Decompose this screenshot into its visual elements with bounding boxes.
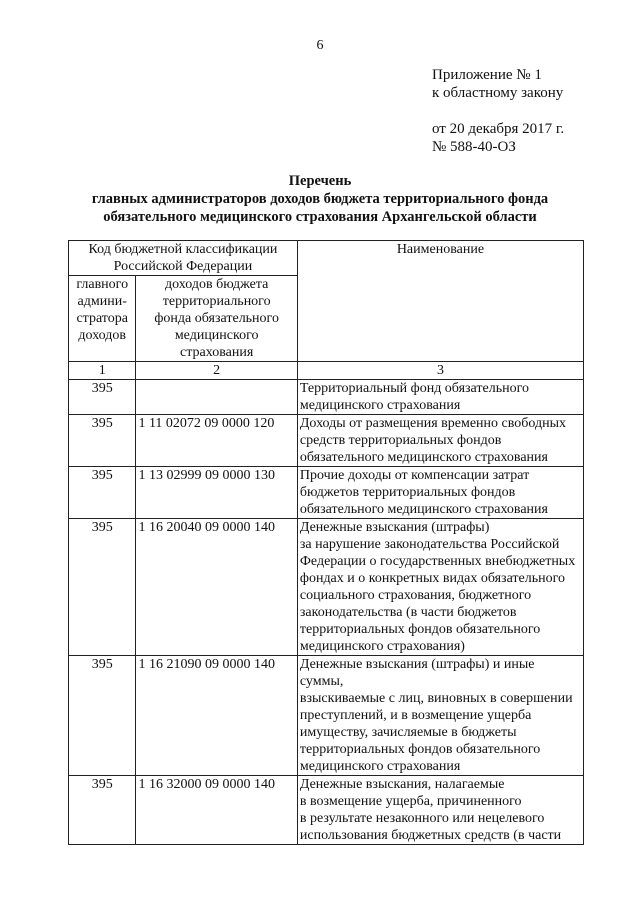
name-line: имуществу, зачисляемые в бюджеты [299, 725, 517, 740]
table-row [69, 467, 584, 519]
admin-code: 395 [69, 776, 136, 845]
header-text: медицинского [174, 328, 259, 343]
header-text: фонда обязательного [154, 311, 279, 326]
name-line: обязательного медицинского страхования [299, 450, 548, 465]
table-row [69, 380, 584, 415]
appendix-line: к областному закону [432, 85, 564, 101]
name-line: Доходы от размещения временно свободных [299, 416, 566, 431]
income-name [297, 776, 583, 845]
page-number: 6 [316, 38, 324, 53]
name-line: законодательства (в части бюджетов [299, 605, 517, 620]
appendix-line: Приложение № 1 [432, 67, 542, 83]
name-line: Денежные взыскания (штрафы) [299, 520, 490, 535]
income-name [297, 519, 583, 656]
header-admin-cell [69, 276, 136, 362]
name-line: Денежные взыскания, налагаемые [299, 777, 505, 792]
header-income-cell [136, 276, 297, 362]
header-text: территориального [162, 294, 271, 309]
name-line: фондах и о конкретных видах обязательного [299, 571, 566, 586]
name-line: использования бюджетных средств (в части [299, 828, 562, 843]
name-line: взыскиваемые с лиц, виновных в совершении [299, 691, 573, 706]
header-text: стратора [76, 311, 128, 326]
header-code-cell [69, 241, 298, 276]
budget-code: 1 13 02999 09 0000 130 [136, 467, 297, 519]
title-line: главных администраторов доходов бюджета территориального фонда [91, 191, 549, 207]
name-line: Денежные взыскания (штрафы) и иные суммы, [299, 657, 535, 689]
header-text: Наименование [396, 242, 485, 257]
table-row [69, 415, 584, 467]
header-text: доходов [78, 328, 126, 343]
appendix-block [432, 66, 564, 156]
header-text: страхования [180, 345, 254, 360]
column-number: 2 [136, 362, 297, 380]
income-name [297, 656, 583, 776]
income-name [297, 467, 583, 519]
name-line: преступлений, и в возмещение ущерба [299, 708, 532, 723]
name-line: бюджетов территориальных фондов [299, 485, 516, 500]
column-number: 1 [69, 362, 136, 380]
table-row [69, 519, 584, 656]
name-line: медицинского страхования) [299, 639, 465, 654]
name-line: медицинского страхования [299, 398, 461, 413]
header-text: доходов бюджета [165, 277, 269, 292]
name-line: Территориальный фонд обязательного [299, 381, 529, 396]
name-line: территориальных фондов обязательного [299, 622, 541, 637]
table-row [69, 656, 584, 776]
title-line: Перечень [288, 173, 352, 189]
name-line: медицинского страхования [299, 759, 461, 774]
document-title [0, 172, 640, 226]
budget-code: 1 16 32000 09 0000 140 [136, 776, 297, 845]
header-name-cell [297, 241, 583, 362]
header-text: Российской Федерации [113, 259, 253, 274]
name-line: средств территориальных фондов [299, 433, 502, 448]
header-text: главного [76, 277, 129, 292]
income-name [297, 380, 583, 415]
column-number: 3 [297, 362, 583, 380]
admin-code: 395 [69, 656, 136, 776]
budget-code: 1 16 21090 09 0000 140 [136, 656, 297, 776]
table-row [69, 776, 584, 845]
header-text: админи- [77, 294, 127, 309]
name-line: в результате незаконного или нецелевого [299, 811, 545, 826]
appendix-line: от 20 декабря 2017 г. [432, 121, 565, 137]
budget-code: 1 11 02072 09 0000 120 [136, 415, 297, 467]
title-line: обязательного медицинского страхования Архангельской области [103, 209, 537, 225]
admin-code: 395 [69, 519, 136, 656]
name-line: за нарушение законодательства Российской [299, 537, 560, 552]
budget-code: 1 16 20040 09 0000 140 [136, 519, 297, 656]
name-line: Прочие доходы от компенсации затрат [299, 468, 530, 483]
appendix-line: № 588-40-ОЗ [432, 139, 516, 155]
name-line: в возмещение ущерба, причиненного [299, 794, 522, 809]
name-line: Федерации о государственных внебюджетных [299, 554, 576, 569]
header-text: Код бюджетной классификации [88, 242, 278, 257]
name-line: обязательного медицинского страхования [299, 502, 548, 517]
budget-code [136, 380, 297, 415]
admin-code: 395 [69, 380, 136, 415]
name-line: территориальных фондов обязательного [299, 742, 541, 757]
name-line: социального страхования, бюджетного [299, 588, 532, 603]
income-name [297, 415, 583, 467]
table-header-row [69, 241, 584, 276]
administrators-table [68, 240, 584, 845]
admin-code: 395 [69, 467, 136, 519]
column-number-row [69, 362, 584, 380]
admin-code: 395 [69, 415, 136, 467]
